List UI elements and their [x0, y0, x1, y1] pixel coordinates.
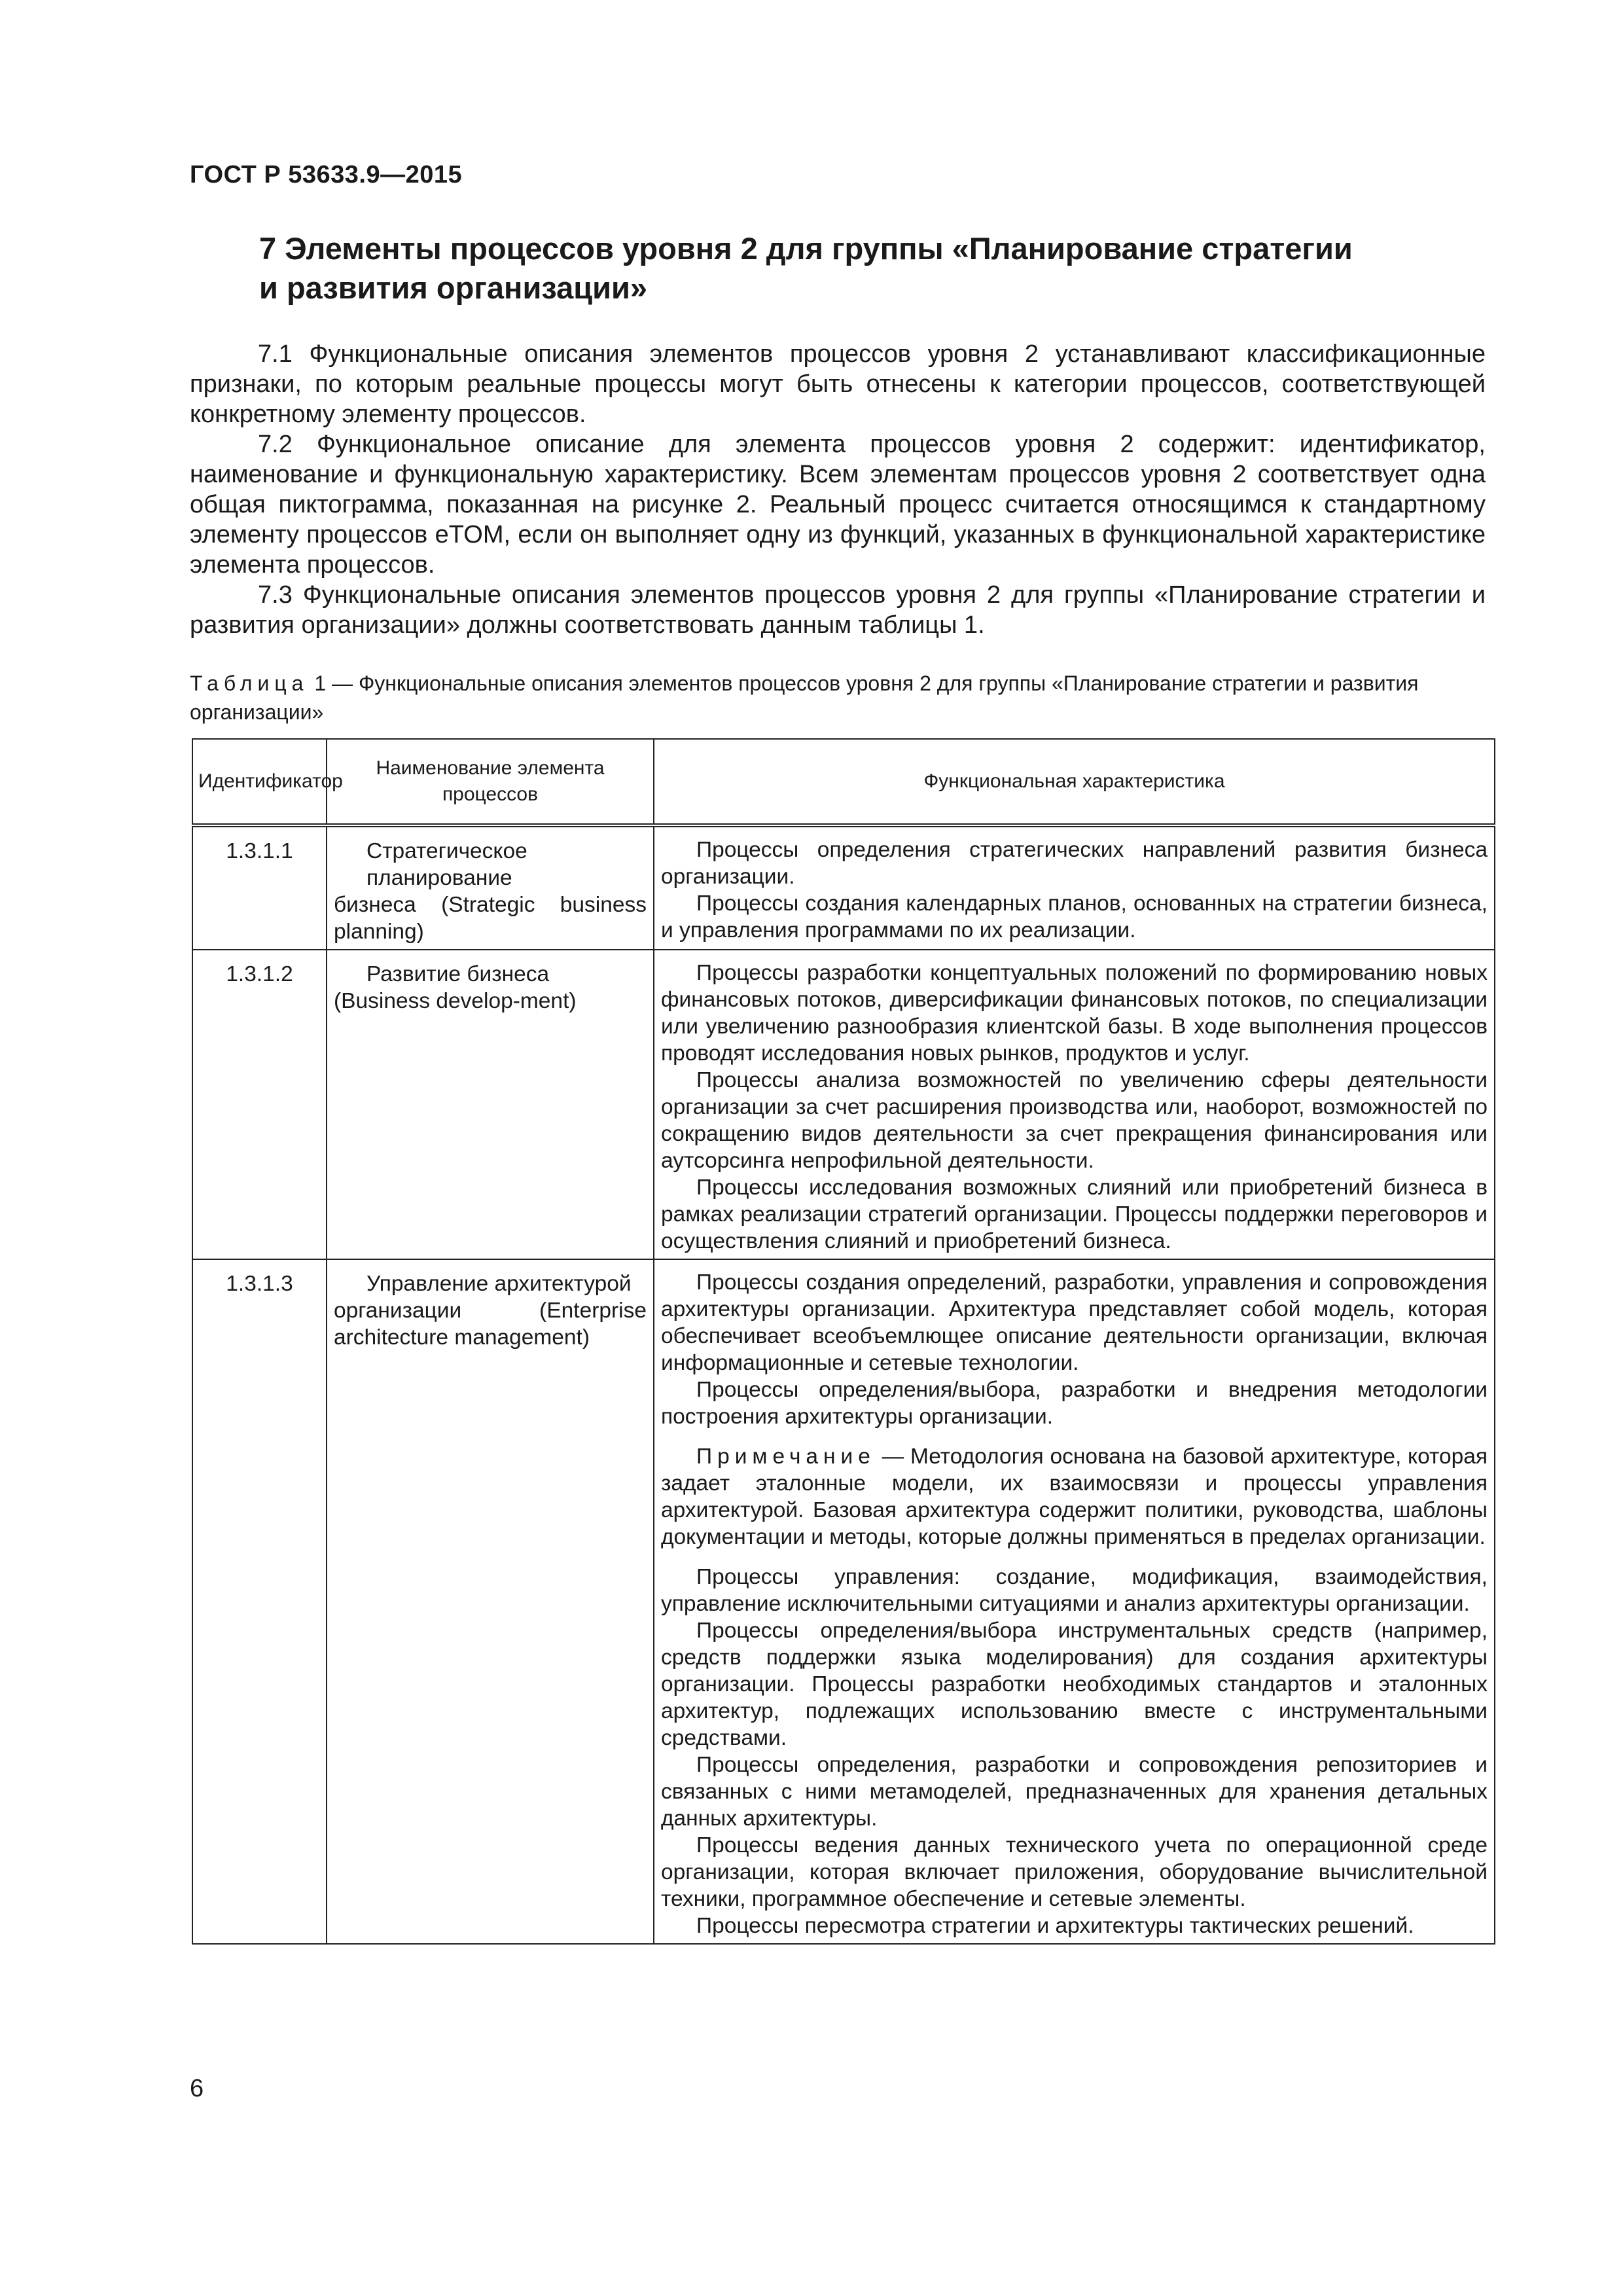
header-description: Функциональная характеристика: [654, 739, 1495, 825]
row-element-name-first: Стратегическое планирование: [366, 839, 527, 890]
table-row: [192, 1259, 1495, 1944]
table-caption-label: Таблица: [190, 672, 309, 695]
row-element-name-rest: организации (Enterprise architecture management): [334, 1299, 647, 1350]
document-header: ГОСТ Р 53633.9—2015: [190, 161, 463, 188]
section-body: [190, 339, 1486, 640]
row-element-name-first: Развитие бизнеса: [366, 962, 550, 986]
row-element-name: [327, 825, 654, 950]
row-element-name-first: Управление архитектурой: [366, 1272, 632, 1296]
description-paragraph: Процессы пересмотра стратегии и архитектуры тактических решений.: [696, 1914, 1414, 1938]
row-identifier: 1.3.1.1: [192, 825, 327, 950]
table-row: [192, 950, 1495, 1259]
description-paragraph: Процессы исследования возможных слияний или приобретений бизнеса в рамках реализации стратегий организации. Процессы поддержки переговоров и осуществления слияний и приобретений бизнеса.: [661, 1175, 1488, 1253]
description-paragraph: Процессы определения/выбора, разработки и внедрения методологии построения архитектуры организации.: [661, 1378, 1488, 1429]
page-number: 6: [190, 2075, 204, 2102]
paragraph-7-1: 7.1 Функциональные описания элементов процессов уровня 2 устанавливают классификационные признаки, по которым реальные процессы могут быть отнесены к категории процессов, соответствующей конкретному элементу процессов.: [190, 340, 1486, 428]
row-element-name: [327, 950, 654, 1259]
row-element-name: [327, 1259, 654, 1944]
row-element-name-rest: (Business develop-ment): [334, 989, 577, 1013]
paragraph-7-3: 7.3 Функциональные описания элементов процессов уровня 2 для группы «Планирование стратегии и развития организации» должны соответствовать данным таблицы 1.: [190, 581, 1486, 639]
table-caption-text: 1 — Функциональные описания элементов процессов уровня 2 для группы «Планирование стратегии и развития организации»: [190, 672, 1419, 724]
description-paragraph: Процессы создания календарных планов, основанных на стратегии бизнеса, и управления программами по их реализации.: [661, 891, 1488, 942]
description-paragraph: Процессы анализа возможностей по увеличению сферы деятельности организации за счет расширения производства или, наоборот, возможностей по сокращению видов деятельности за счет прекращения финансирования или аутсорсинга непрофильной деятельности.: [661, 1068, 1488, 1173]
row-element-name-rest: бизнеса (Strategic business planning): [334, 893, 647, 944]
description-paragraph: Процессы ведения данных технического учета по операционной среде организации, которая включает приложения, оборудование вычислительной техники, программное обеспечение и сетевые элементы.: [661, 1833, 1488, 1911]
table-header-row: [192, 739, 1495, 825]
description-paragraph: Процессы определения/выбора инструментальных средств (например, средств поддержки языка моделирования) для создания архитектуры организации. Процессы разработки необходимых стандартов и эталонных архитектур, подлежащих использованию вместе с инструментальными средствами.: [661, 1619, 1488, 1750]
row-identifier: 1.3.1.3: [192, 1259, 327, 1944]
row-description: [654, 1259, 1495, 1944]
description-paragraph: Процессы разработки концептуальных положений по формированию новых финансовых потоков, диверсификации финансовых потоков, по специализации или увеличению разнообразия клиентской базы. В ходе выполнения процессов проводят исследования новых рынков, продуктов и услуг.: [661, 961, 1488, 1066]
header-identifier: Идентификатор: [192, 739, 327, 825]
table-row: [192, 825, 1495, 950]
process-elements-table: [192, 738, 1495, 1945]
paragraph-7-2: 7.2 Функциональное описание для элемента процессов уровня 2 содержит: идентификатор, наименование и функциональную характеристику. Всем элементам процессов уровня 2 соответствует одна общая пиктограмма, показанная на рисунке 2. Реальный процесс считается относящимся к стандартному элементу процессов eTOM, если он выполняет одну из функций, указанных в функциональной характеристике элемента процессов.: [190, 431, 1486, 579]
description-paragraph: Процессы управления: создание, модификация, взаимодействия, управление исключительными ситуациями и анализ архитектуры организации.: [661, 1565, 1488, 1616]
section-title-line-1: 7 Элементы процессов уровня 2 для группы «Планирование стратегии: [259, 231, 1353, 266]
note-paragraph: [661, 1443, 1488, 1551]
section-title: [259, 229, 1503, 308]
description-paragraph: Процессы определения стратегических направлений развития бизнеса организации.: [661, 838, 1488, 889]
header-element-name: Наименование элемента процессов: [327, 739, 654, 825]
note-text: — Методология основана на базовой архитектуре, которая задает эталонные модели, их взаимосвязи и процессы управления архитектурой. Базовая архитектура содержит политики, руководства, шаблоны документации и методы, которые должны применяться в пределах организации.: [661, 1444, 1488, 1549]
table-caption: [190, 669, 1493, 726]
description-paragraph: Процессы создания определений, разработки, управления и сопровождения архитектуры организации. Архитектура представляет собой модель, которая обеспечивает всеобъемлющее описание деятельности организации, включая информационные и сетевые технологии.: [661, 1270, 1488, 1375]
row-description: [654, 825, 1495, 950]
row-description: [654, 950, 1495, 1259]
section-title-line-2: и развития организации»: [259, 270, 648, 305]
note-label: Примечание: [696, 1444, 876, 1469]
description-paragraph: Процессы определения, разработки и сопровождения репозиториев и связанных с ними метамоделей, предназначенных для хранения детальных данных архитектуры.: [661, 1753, 1488, 1831]
row-identifier: 1.3.1.2: [192, 950, 327, 1259]
